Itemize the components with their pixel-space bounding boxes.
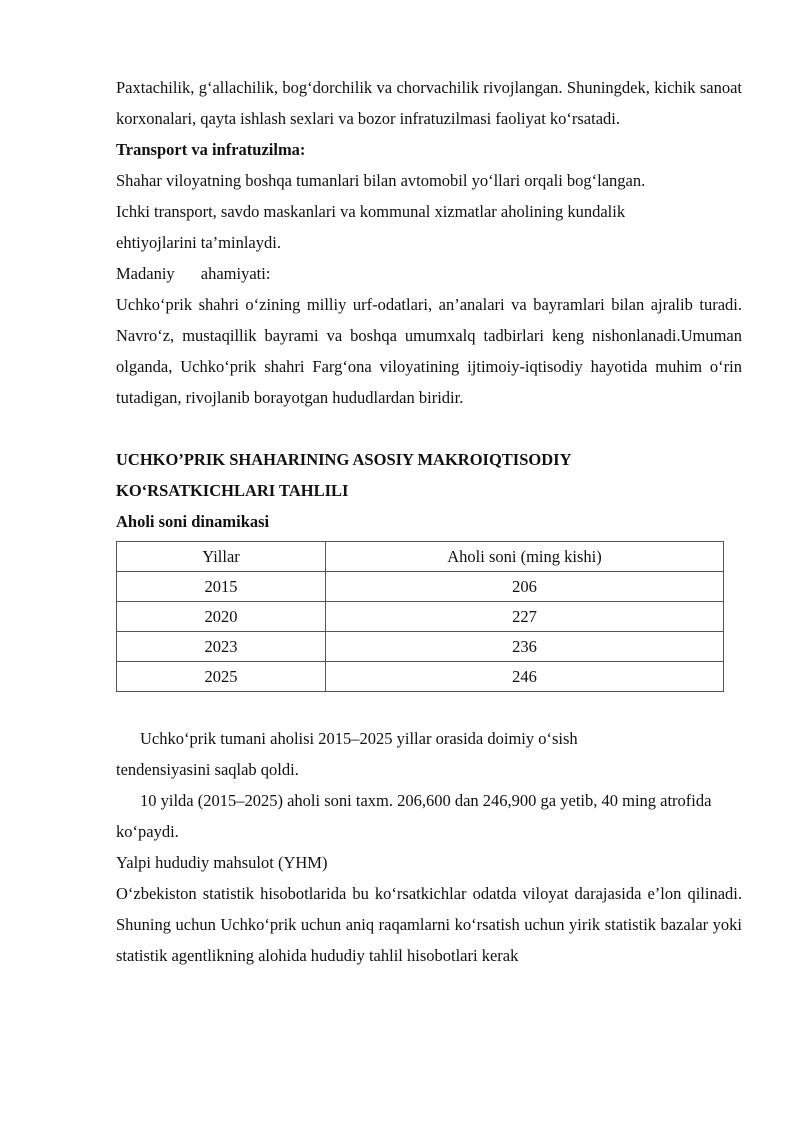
paragraph-agriculture: Paxtachilik, g‘allachilik, bog‘dorchilik va chorvachilik rivojlangan. Shuningdek, kichik sanoat korxonalari, qayta ishlash sexlari va bozor infratuzilmasi faoliyat ko‘rsatadi. — [116, 78, 742, 128]
section-title-line1: UCHKO’PRIK SHAHARINING ASOSIY MAKROIQTISODIY — [116, 450, 572, 469]
table-cell-population: 236 — [326, 632, 724, 662]
culture-label: Madaniy ahamiyati: — [116, 264, 271, 283]
paragraph-population-trend: Uchko‘prik tumani aholisi 2015–2025 yillar orasida doimiy o‘sish tendensiyasini saqlab qoldi. — [116, 729, 578, 779]
table-row — [117, 632, 724, 662]
transport-heading: Transport va infratuzilma: — [116, 140, 306, 159]
table-cell-population: 227 — [326, 602, 724, 632]
table-cell-population: 206 — [326, 572, 724, 602]
paragraph-transport-line1: Shahar viloyatning boshqa tumanlari bilan avtomobil yo‘llari orqali bog‘langan. — [116, 171, 646, 190]
population-subheading: Aholi soni dinamikasi — [116, 512, 270, 531]
paragraph-transport-line2: Ichki transport, savdo maskanlari va kommunal xizmatlar aholining kundalik ehtiyojlarini ta’minlaydi. — [116, 202, 626, 252]
table-header-row — [117, 542, 724, 572]
paragraph-culture: Uchko‘prik shahri o‘zining milliy urf-odatlari, an’analari va bayramlari bilan ajralib turadi. Navro‘z, mustaqillik bayrami va boshqa umumxalq tadbirlari keng nishonlanadi.Umuman olganda, Uchko‘prik shahri Farg‘ona viloyatining ijtimoiy-iqtisodiy hayotida muhim o‘rin tutadigan, rivojlanib borayotgan hududlardan biridir. — [116, 295, 742, 407]
table-row — [117, 602, 724, 632]
section-heading — [116, 444, 742, 506]
table-cell-year: 2023 — [117, 632, 326, 662]
table-row — [117, 662, 724, 692]
population-table — [116, 541, 724, 692]
table-cell-year: 2020 — [117, 602, 326, 632]
table-row — [117, 572, 724, 602]
section-title-line2: KO‘RSATKICHLARI TAHLILI — [116, 481, 349, 500]
paragraph-gdp: O‘zbekiston statistik hisobotlarida bu ko‘rsatkichlar odatda viloyat darajasida e’lon qilinadi. Shuning uchun Uchko‘prik uchun aniq raqamlarni ko‘rsatish uchun yirik statistik bazalar yoki statistik agentlikning alohida hududiy tahlil hisobotlari kerak — [116, 884, 742, 965]
paragraph-population-growth: 10 yilda (2015–2025) aholi soni taxm. 206,600 dan 246,900 ga yetib, 40 ming atrofida ko‘paydi. — [116, 791, 712, 841]
table-header-cell: Aholi soni (ming kishi) — [326, 542, 724, 572]
table-cell-population: 246 — [326, 662, 724, 692]
table-header-cell: Yillar — [117, 542, 326, 572]
table-cell-year: 2015 — [117, 572, 326, 602]
table-cell-year: 2025 — [117, 662, 326, 692]
gdp-label: Yalpi hududiy mahsulot (YHM) — [116, 853, 328, 872]
document-page — [116, 72, 742, 971]
